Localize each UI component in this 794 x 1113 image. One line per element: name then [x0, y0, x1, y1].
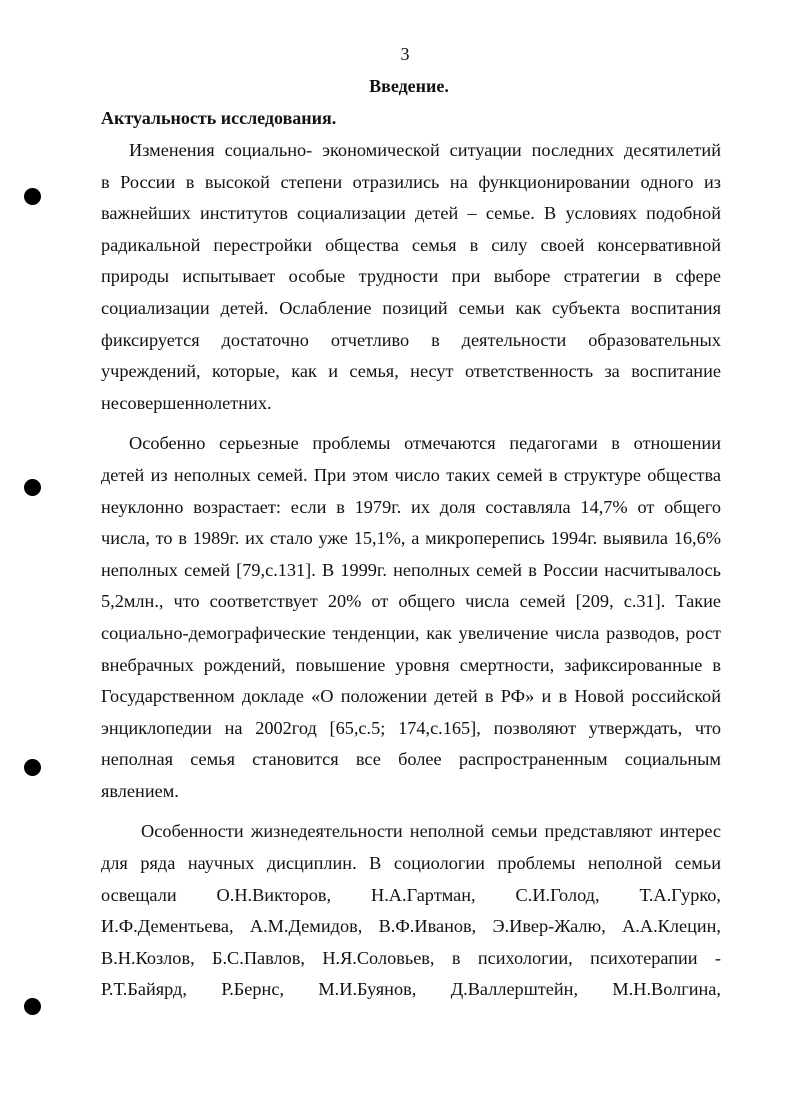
document-body: [101, 135, 721, 1015]
text-line: 5,2млн., что соответствует 20% от общего числа семей [209, с.31]. Такие: [101, 591, 721, 612]
text-line: неуклонно возрастает: если в 1979г. их доля составляла 14,7% от общего: [101, 496, 721, 517]
paragraph-1: [101, 135, 721, 419]
text-line: учреждений, которые, как и семья, несут ответственность за воспитание: [101, 361, 721, 382]
text-line: Государственном докладе «О положении детей в РФ» и в Новой российской: [101, 686, 721, 707]
text-line: И.Ф.Дементьева, А.М.Демидов, В.Ф.Иванов, Э.Ивер-Жалю, А.А.Клецин,: [101, 916, 721, 937]
page-number: 3: [400, 44, 410, 64]
text-line: неполных семей [79,с.131]. В 1999г. неполных семей в России насчитывалось: [101, 559, 721, 580]
text-line: явлением.: [101, 780, 179, 801]
text-line: неполная семья становится все более распространенным социальным: [101, 749, 721, 770]
text-line: числа, то в 1989г. их стало уже 15,1%, а микроперепись 1994г. выявила 16,6%: [101, 528, 721, 549]
text-line: радикальной перестройки общества семья в силу своей консервативной: [101, 234, 721, 255]
text-line: фиксируется достаточно отчетливо в деятельности образовательных: [101, 329, 721, 350]
text-line: для ряда научных дисциплин. В социологии проблемы неполной семьи: [101, 853, 721, 874]
paragraph-3: [101, 816, 721, 1006]
text-line: Р.Т.Байярд, Р.Бернс, М.И.Буянов, Д.Валлерштейн, М.Н.Волгина,: [101, 979, 721, 1000]
text-line: энциклопедии на 2002год [65,с.5; 174,с.165], позволяют утверждать, что: [101, 717, 721, 738]
punch-hole-1: [24, 188, 41, 205]
text-line: несовершеннолетних.: [101, 392, 272, 413]
paragraph-2: [101, 428, 721, 807]
text-line: социально-демографические тенденции, как увеличение числа разводов, рост: [101, 622, 721, 643]
text-line: Особенно серьезные проблемы отмечаются педагогами в отношении: [129, 433, 721, 454]
text-line: Изменения социально- экономической ситуации последних десятилетий: [129, 140, 721, 160]
punch-hole-3: [24, 759, 41, 776]
punch-hole-4: [24, 998, 41, 1015]
section-heading: Актуальность исследования.: [101, 108, 337, 128]
text-line: важнейших институтов социализации детей – семье. В условиях подобной: [101, 203, 721, 224]
page-title: Введение.: [369, 76, 449, 96]
text-line: детей из неполных семей. При этом число таких семей в структуре общества: [101, 464, 721, 485]
text-line: Особенности жизнедеятельности неполной семьи представляют интерес: [141, 821, 721, 842]
text-line: природы испытывает особые трудности при выборе стратегии в сфере: [101, 266, 721, 287]
text-line: В.Н.Козлов, Б.С.Павлов, Н.Я.Соловьев, в психологии, психотерапии -: [101, 947, 721, 968]
text-line: социализации детей. Ослабление позиций семьи как субъекта воспитания: [101, 297, 721, 318]
text-line: освещали О.Н.Викторов, Н.А.Гартман, С.И.Голод, Т.А.Гурко,: [101, 884, 721, 905]
punch-hole-2: [24, 479, 41, 496]
text-line: внебрачных рождений, повышение уровня смертности, зафиксированные в: [101, 654, 721, 675]
text-line: в России в высокой степени отразились на функционировании одного из: [101, 171, 721, 192]
